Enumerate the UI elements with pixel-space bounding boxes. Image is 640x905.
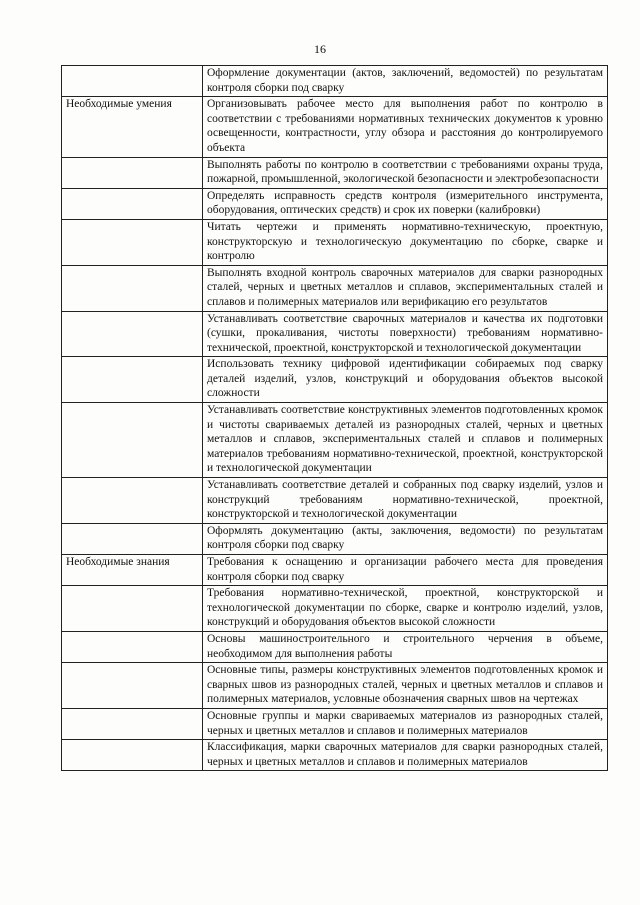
row-text: Основные группы и марки свариваемых материалов из разнородных сталей, черных и цветных металлов и сплавов и полимерных материалов bbox=[203, 708, 608, 739]
requirements-table bbox=[61, 65, 608, 771]
row-text: Выполнять входной контроль сварочных материалов для сварки разнородных сталей, черных и цветных металлов и сплавов, экспериментальных сталей и сплавов и полимерных материалов или верификацию его результатов bbox=[203, 265, 608, 311]
table-row bbox=[62, 188, 608, 219]
row-label bbox=[62, 586, 203, 632]
table-row bbox=[62, 555, 608, 586]
row-label: Необходимые знания bbox=[62, 555, 203, 586]
table-row bbox=[62, 311, 608, 357]
row-label bbox=[62, 357, 203, 403]
row-label bbox=[62, 708, 203, 739]
row-text: Основные типы, размеры конструктивных элементов подготовленных кромок и сварных швов из разнородных сталей, черных и цветных металлов и сплавов и полимерных материалов, условные обозначения сварных швов на чертежах bbox=[203, 663, 608, 709]
table-row bbox=[62, 357, 608, 403]
row-text: Требования к оснащению и организации рабочего места для проведения контроля сборки под сварку bbox=[203, 555, 608, 586]
row-label bbox=[62, 311, 203, 357]
row-label bbox=[62, 265, 203, 311]
row-text: Требования нормативно-технической, проектной, конструкторской и технологической документации по сборке, сварке и контролю изделий, узлов, конструкций и оборудования объектов высокой сложности bbox=[203, 586, 608, 632]
table-row bbox=[62, 708, 608, 739]
table-row bbox=[62, 403, 608, 478]
table-row bbox=[62, 219, 608, 265]
table-row bbox=[62, 157, 608, 188]
row-text: Оформлять документацию (акты, заключения, ведомости) по результатам контроля сборки под сварку bbox=[203, 523, 608, 554]
row-text: Классификация, марки сварочных материалов для сварки разнородных сталей, черных и цветных металлов и сплавов и полимерных материалов bbox=[203, 740, 608, 771]
row-text: Устанавливать соответствие деталей и собранных под сварку изделий, узлов и конструкций требованиям нормативно-технической, проектной, конструкторской и технологической документации bbox=[203, 478, 608, 524]
table-row bbox=[62, 740, 608, 771]
row-label bbox=[62, 478, 203, 524]
table-row bbox=[62, 66, 608, 97]
table-row bbox=[62, 663, 608, 709]
table-row bbox=[62, 586, 608, 632]
row-label bbox=[62, 631, 203, 662]
row-label bbox=[62, 663, 203, 709]
row-text: Читать чертежи и применять нормативно-техническую, проектную, конструкторскую и технологическую документацию по сборке, сварке и контролю bbox=[203, 219, 608, 265]
row-label: Необходимые умения bbox=[62, 97, 203, 157]
row-label bbox=[62, 523, 203, 554]
row-label bbox=[62, 66, 203, 97]
row-text: Выполнять работы по контролю в соответствии с требованиями охраны труда, пожарной, промышленной, экологической безопасности и электробезопасности bbox=[203, 157, 608, 188]
table-row bbox=[62, 478, 608, 524]
page-number: 16 bbox=[314, 42, 326, 56]
table-row bbox=[62, 523, 608, 554]
row-text: Определять исправность средств контроля (измерительного инструмента, оборудования, оптических средств) и срок их поверки (калибровки) bbox=[203, 188, 608, 219]
row-text: Устанавливать соответствие сварочных материалов и качества их подготовки (сушки, прокаливания, чистоты поверхности) требованиям нормативно-технической, проектной, конструкторской и технологической документации bbox=[203, 311, 608, 357]
row-text: Оформление документации (актов, заключений, ведомостей) по результатам контроля сборки под сварку bbox=[203, 66, 608, 97]
row-label bbox=[62, 219, 203, 265]
row-label bbox=[62, 157, 203, 188]
table-row bbox=[62, 265, 608, 311]
row-label bbox=[62, 740, 203, 771]
row-label bbox=[62, 188, 203, 219]
row-text: Устанавливать соответствие конструктивных элементов подготовленных кромок и чистоты свариваемых деталей из разнородных сталей, черных и цветных металлов и сплавов, экспериментальных сталей и сплавов и полимерных материалов требованиям нормативно-технической, проектной, конструкторской и технологической документации bbox=[203, 403, 608, 478]
table-row bbox=[62, 631, 608, 662]
row-text: Основы машиностроительного и строительного черчения в объеме, необходимом для выполнения работы bbox=[203, 631, 608, 662]
row-text: Организовывать рабочее место для выполнения работ по контролю в соответствии с требованиями нормативных технических документов к уровню освещенности, контрастности, углу обзора и расстояния до контролируемого объекта bbox=[203, 97, 608, 157]
table-row bbox=[62, 97, 608, 157]
row-label bbox=[62, 403, 203, 478]
row-text: Использовать технику цифровой идентификации собираемых под сварку деталей изделий, узлов, конструкций и оборудования объектов высокой сложности bbox=[203, 357, 608, 403]
